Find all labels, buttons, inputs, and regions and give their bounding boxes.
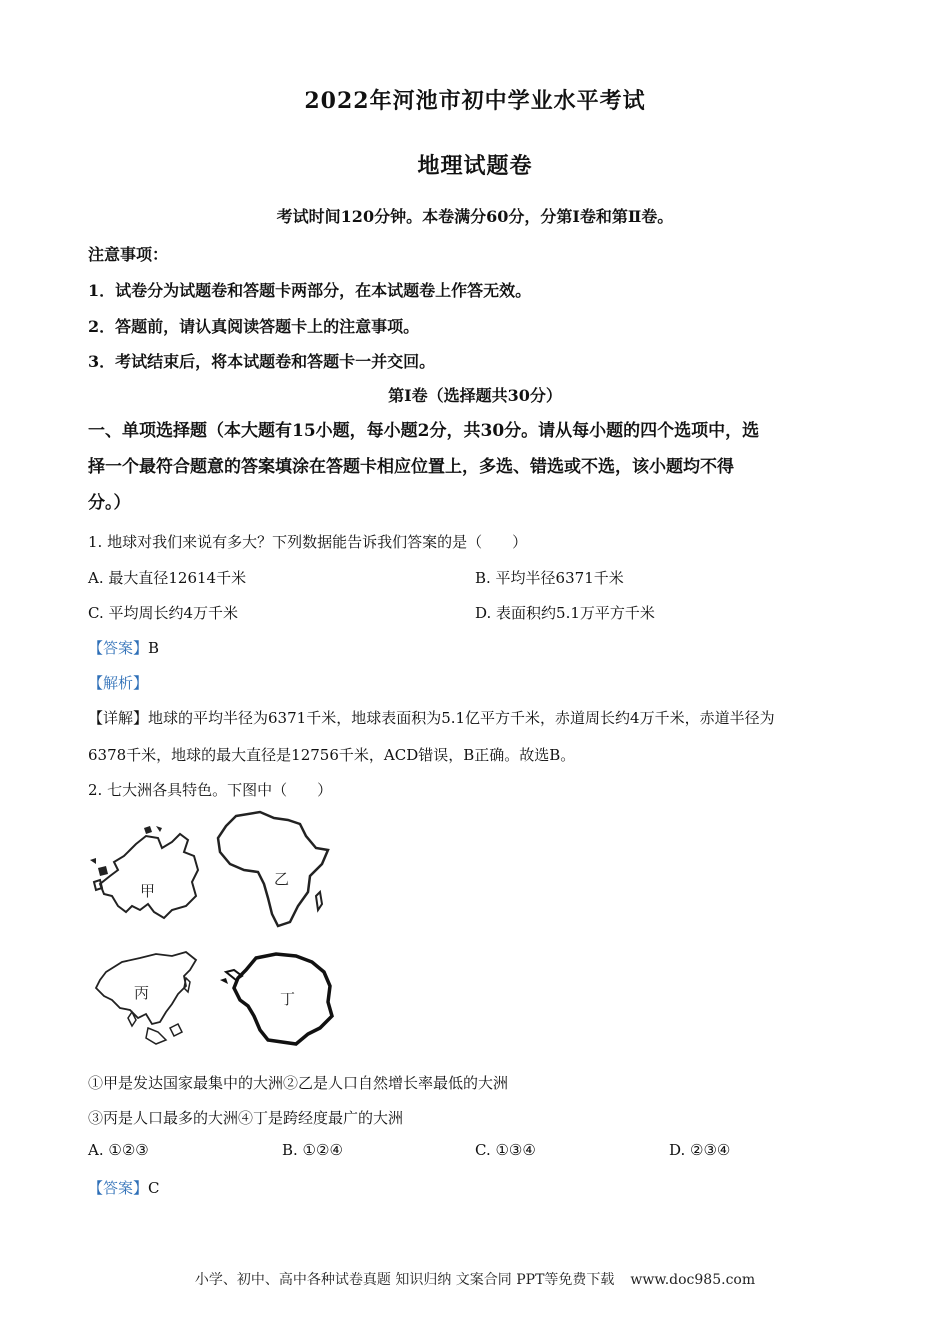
notes-heading: 注意事项： bbox=[88, 245, 169, 264]
q1-detail bbox=[88, 707, 775, 728]
asia-map bbox=[86, 948, 204, 1048]
instruction-line-1: 一、单项选择题（本大题有15小题，每小题2分，共30分。请从每小题的四个选项中，选 bbox=[88, 421, 760, 441]
q1-option-b: B. 平均半径6371千米 bbox=[475, 569, 624, 587]
q1-analysis bbox=[88, 672, 148, 693]
q2-option-b: B. ①②④ bbox=[282, 1141, 343, 1159]
exam-info: 考试时间120分钟。本卷满分60分，分第Ⅰ卷和第Ⅱ卷。 bbox=[276, 207, 674, 226]
map-label-yi: 乙 bbox=[274, 870, 290, 888]
q1-option-d: D. 表面积约5.1万平方千米 bbox=[475, 604, 655, 622]
q2-option-c: C. ①③④ bbox=[475, 1141, 536, 1159]
footer-text: 小学、初中、高中各种试卷真题 知识归纳 文案合同 PPT等免费下载 bbox=[194, 1272, 615, 1288]
q1-option-c: C. 平均周长约4万千米 bbox=[88, 604, 239, 622]
footer-url[interactable]: www.doc985.com bbox=[630, 1272, 756, 1288]
note-item-3: 3．考试结束后，将本试题卷和答题卡一并交回。 bbox=[88, 352, 436, 371]
map-label-jia: 甲 bbox=[140, 882, 156, 900]
page-footer bbox=[0, 1269, 950, 1289]
q2-statement-1: ①甲是发达国家最集中的大洲②乙是人口自然增长率最低的大洲 bbox=[88, 1074, 509, 1092]
africa-map bbox=[214, 810, 332, 930]
answer-value: C bbox=[148, 1179, 160, 1197]
q2-option-d: D. ②③④ bbox=[669, 1141, 731, 1159]
q1-detail-line-2: 6378千米，地球的最大直径是12756千米，ACD错误，B正确。故选B。 bbox=[88, 746, 576, 764]
map-label-ding: 丁 bbox=[280, 990, 296, 1008]
answer-value: B bbox=[148, 639, 160, 657]
q1-answer bbox=[88, 637, 159, 658]
q2-option-a: A. ①②③ bbox=[88, 1141, 149, 1159]
map-label-bing: 丙 bbox=[134, 984, 150, 1002]
note-item-1: 1．试卷分为试题卷和答题卡两部分，在本试题卷上作答无效。 bbox=[88, 281, 532, 300]
q2-stem: 2. 七大洲各具特色。下图中（ ） bbox=[88, 781, 333, 799]
exam-subtitle: 地理试题卷 bbox=[417, 153, 533, 179]
detail-line-1: 地球的平均半径为6371千米，地球表面积为5.1亿平方千米，赤道周长约4万千米，赤道半径为 bbox=[148, 709, 775, 727]
analysis-tag: 【解析】 bbox=[88, 674, 149, 692]
instruction-line-2: 择一个最符合题意的答案填涂在答题卡相应位置上，多选、错选或不选，该小题均不得 bbox=[88, 457, 734, 477]
q1-stem: 1. 地球对我们来说有多大？下列数据能告诉我们答案的是（ ） bbox=[88, 533, 528, 551]
q1-option-a: A. 最大直径12614千米 bbox=[88, 569, 247, 587]
detail-tag: 【详解】 bbox=[88, 709, 149, 727]
q2-answer bbox=[88, 1177, 160, 1198]
answer-tag: 【答案】 bbox=[88, 1179, 149, 1197]
exam-title: 2022年河池市初中学业水平考试 bbox=[304, 88, 646, 114]
antarctica-map bbox=[220, 950, 336, 1050]
instruction-line-3: 分。） bbox=[88, 493, 131, 513]
note-item-2: 2．答题前，请认真阅读答题卡上的注意事项。 bbox=[88, 317, 420, 336]
europe-map bbox=[84, 826, 202, 922]
answer-tag: 【答案】 bbox=[88, 639, 149, 657]
section-heading: 第Ⅰ卷（选择题共30分） bbox=[388, 386, 562, 405]
q2-statement-2: ③丙是人口最多的大洲④丁是跨经度最广的大洲 bbox=[88, 1109, 404, 1127]
